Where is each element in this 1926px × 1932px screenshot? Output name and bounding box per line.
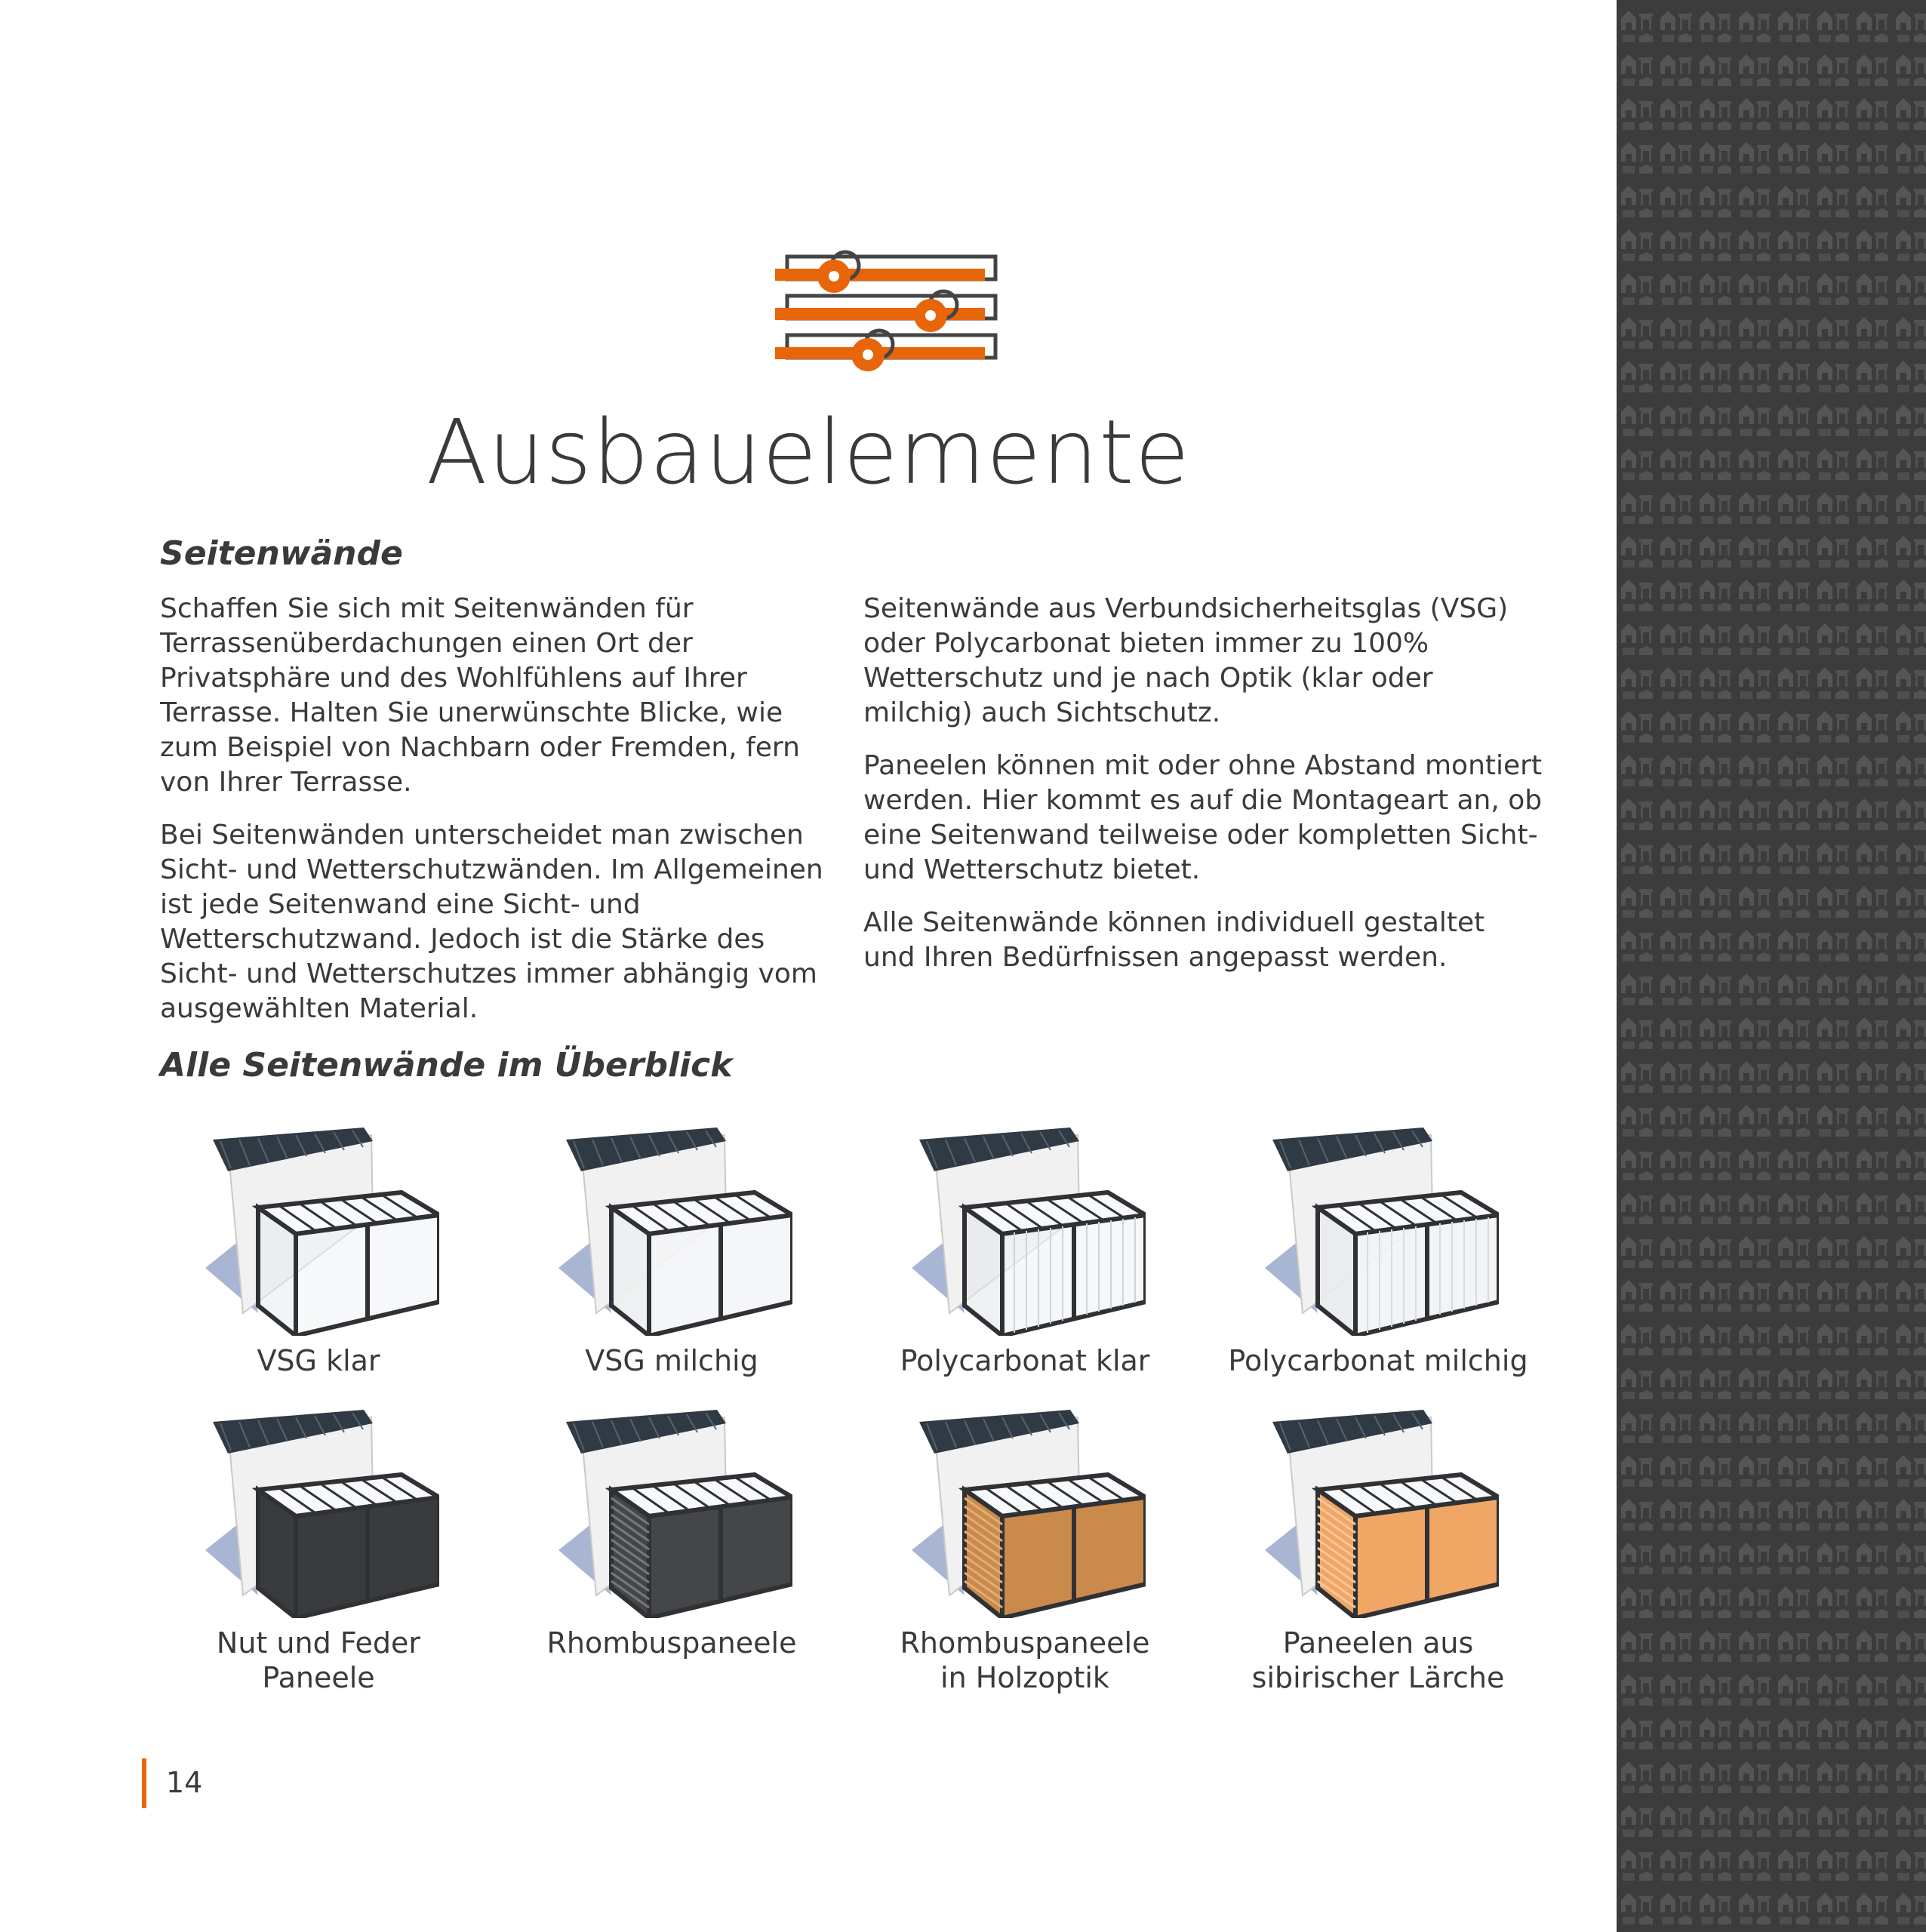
sidewall-item <box>1220 1124 1537 1378</box>
caption-line: in Holzoptik <box>940 1661 1109 1694</box>
paragraph: Seitenwände aus Verbundsicherheitsglas (VSG) oder Polycarbonat bieten immer zu 100% Wetterschutz und je nach Optik (klar oder milchig) auch Sichtschutz. <box>863 593 1509 728</box>
sidewall-overview-grid <box>160 1124 1579 1698</box>
paragraph: Alle Seitenwände können individuell gestaltet und Ihren Bedürfnissen angepasst werden. <box>863 907 1485 973</box>
house-pattern <box>1617 0 1926 1932</box>
pergola-illustration <box>904 1407 1146 1618</box>
sidewall-item <box>160 1124 477 1378</box>
caption-line: Paneelen aus <box>1282 1626 1474 1660</box>
item-caption: Polycarbonat milchig <box>1228 1344 1528 1377</box>
caption-line: sibirischer Lärche <box>1251 1661 1505 1694</box>
item-caption: VSG milchig <box>585 1344 758 1377</box>
section-heading-ueberblick: Alle Seitenwände im Überblick <box>160 1046 733 1084</box>
paragraph: Schaffen Sie sich mit Seitenwänden für Terrassenüberdachungen einen Ort der Privatsphäre und des Wohlfühlens auf Ihrer Terrasse. Halten Sie unerwünschte Blicke, wie zum Beispiel von Nachbarn oder Fremden, fern von Ihrer Terrasse. <box>160 593 800 798</box>
pergola-illustration <box>198 1124 439 1336</box>
sidewall-item <box>160 1407 477 1695</box>
section-heading-seitenwaende: Seitenwände <box>160 534 403 573</box>
pergola-illustration <box>1257 1124 1499 1336</box>
item-caption <box>866 1626 1183 1695</box>
pergola-illustration <box>551 1124 792 1336</box>
item-caption: Nut und Feder Paneele <box>216 1626 421 1694</box>
text-column-left <box>160 592 824 1044</box>
sidewall-item <box>866 1407 1183 1695</box>
pergola-illustration <box>198 1407 439 1618</box>
paragraph: Paneelen können mit oder ohne Abstand montiert werden. Hier kommt es auf die Montageart an, ob eine Seitenwand teilweise oder kompletten Sicht- und Wetterschutz bietet. <box>863 750 1543 885</box>
decorative-sidebar <box>1617 0 1926 1932</box>
page-number: 14 <box>166 1766 203 1799</box>
pergola-illustration <box>1257 1407 1499 1618</box>
text-column-right <box>863 592 1543 993</box>
sidewall-item <box>513 1407 830 1660</box>
pergola-illustration <box>904 1124 1146 1336</box>
paragraph: Bei Seitenwänden unterscheidet man zwischen Sicht- und Wetterschutzwänden. Im Allgemeinen ist jede Seitenwand eine Sicht- und Wetterschutzwand. Jedoch ist die Stärke des Sicht- und Wetterschutzes immer abhängig vom ausgewählten Material. <box>160 820 823 1024</box>
pergola-illustration <box>551 1407 792 1618</box>
item-caption: VSG klar <box>257 1344 380 1377</box>
sliders-icon <box>774 249 1000 385</box>
sidewall-item <box>513 1124 830 1378</box>
page-number-marker <box>142 1758 146 1808</box>
sidewall-item <box>1220 1407 1537 1695</box>
item-caption: Polycarbonat klar <box>900 1344 1150 1377</box>
sidewall-item <box>866 1124 1183 1378</box>
item-caption: Rhombuspaneele <box>546 1626 797 1660</box>
item-caption <box>1220 1626 1537 1695</box>
page-title: Ausbauelemente <box>426 400 1191 504</box>
caption-line: Rhombuspaneele <box>900 1626 1150 1660</box>
